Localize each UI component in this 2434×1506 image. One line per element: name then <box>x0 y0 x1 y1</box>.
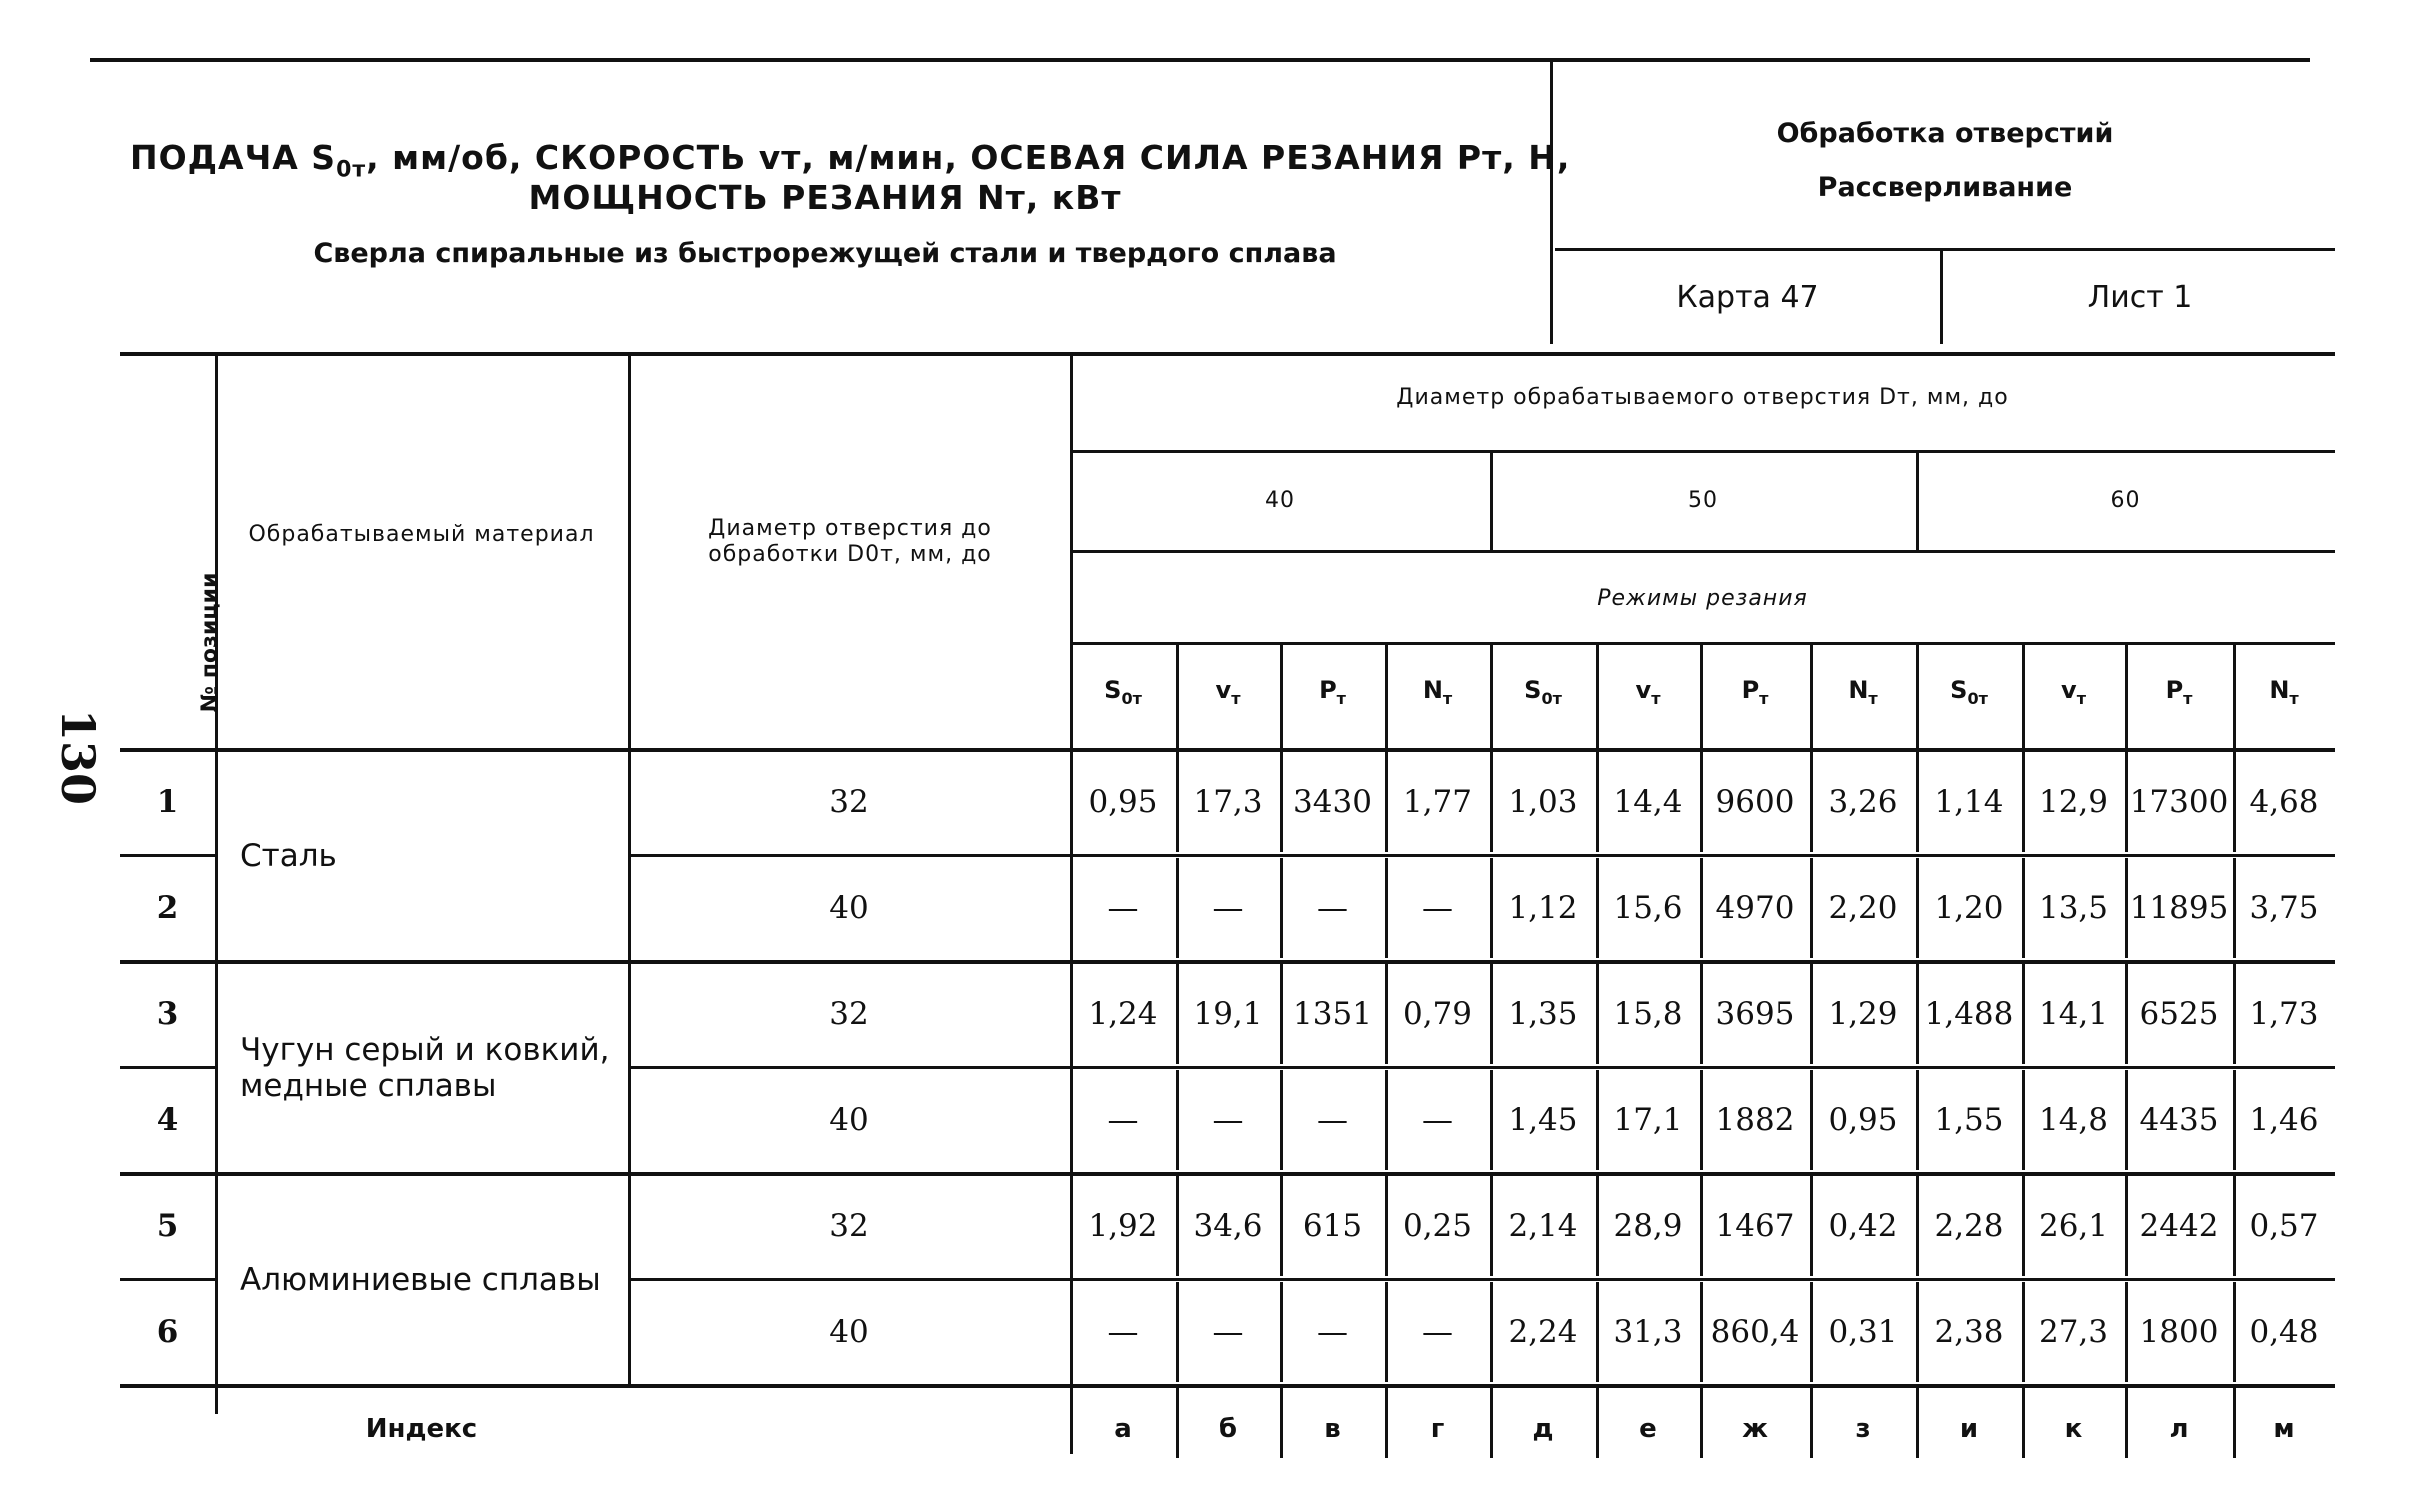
param-subscript: 0т <box>1121 688 1142 708</box>
cell-value: 1800 <box>2139 1314 2219 1350</box>
cutting-modes-label: Режимы резания <box>1597 586 1808 611</box>
row-initial-diameter: 40 <box>829 890 869 926</box>
cell-value: 3695 <box>1715 996 1795 1032</box>
index-letter: л <box>2169 1414 2189 1444</box>
index-divider <box>1280 1388 1283 1458</box>
param-col-divider <box>1700 644 1703 748</box>
cell-value: 2,20 <box>1828 890 1898 926</box>
param-symbol: S <box>1104 676 1122 704</box>
cell-divider <box>1280 1282 1283 1382</box>
pos-column-label: № позиции <box>197 572 223 713</box>
index-letter: г <box>1430 1414 1445 1444</box>
cell-divider <box>1280 1176 1283 1276</box>
title-prefix: ПОДАЧА S <box>130 138 337 177</box>
index-label: Индекс <box>365 1414 478 1444</box>
cell-divider <box>1385 1282 1388 1382</box>
cell-value: 1,12 <box>1508 890 1578 926</box>
param-subscript: т <box>1868 688 1878 708</box>
cell-divider <box>2125 964 2128 1064</box>
cell-value: 0,95 <box>1828 1102 1898 1138</box>
cell-divider <box>1176 858 1179 958</box>
cell-divider <box>1916 1070 1919 1170</box>
param-symbol: N <box>1422 676 1443 704</box>
param-subscript: т <box>1759 688 1769 708</box>
index-divider <box>1596 1388 1599 1458</box>
cell-divider <box>1490 858 1493 958</box>
index-letter: з <box>1855 1414 1871 1444</box>
cell-value: 3430 <box>1293 784 1372 820</box>
cell-value: — <box>1212 890 1244 926</box>
row-position: 4 <box>156 1102 179 1138</box>
index-divider <box>1810 1388 1813 1458</box>
cell-value: 31,3 <box>1613 1314 1683 1350</box>
cell-value: 28,9 <box>1613 1208 1683 1244</box>
row-initial-diameter: 40 <box>829 1314 869 1350</box>
cell-divider <box>1385 752 1388 852</box>
cell-value: 1351 <box>1293 996 1372 1032</box>
param-symbol: N <box>2269 676 2290 704</box>
param-symbol: S <box>1950 676 1968 704</box>
cell-value: — <box>1107 1314 1139 1350</box>
cell-divider <box>1810 1070 1813 1170</box>
index-letter: к <box>2064 1414 2083 1444</box>
group-row-rule <box>120 1172 2335 1176</box>
cell-divider <box>1490 1282 1493 1382</box>
param-header-n <box>2233 676 2335 708</box>
cell-divider <box>1596 1282 1599 1382</box>
cell-value: 11895 <box>2129 890 2229 926</box>
param-col-divider <box>1176 644 1179 748</box>
cell-value: — <box>1107 1102 1139 1138</box>
param-subscript: т <box>2076 688 2086 708</box>
cell-value: 1882 <box>1715 1102 1795 1138</box>
cell-value: — <box>1422 890 1453 926</box>
cell-value: 1,488 <box>1924 996 2014 1032</box>
index-letter: д <box>1532 1414 1554 1444</box>
cell-value: 14,4 <box>1613 784 1683 820</box>
card-number: Карта 47 <box>1676 280 1819 315</box>
cell-value: — <box>1422 1314 1453 1350</box>
cell-divider <box>2233 752 2236 852</box>
param-col-divider <box>1810 644 1813 748</box>
cell-value: 2,14 <box>1508 1208 1578 1244</box>
index-divider <box>1700 1388 1703 1458</box>
cell-value: — <box>1212 1102 1244 1138</box>
cell-value: — <box>1317 1314 1348 1350</box>
cell-value: 15,8 <box>1613 996 1683 1032</box>
index-divider <box>2125 1388 2128 1458</box>
cell-value: 3,26 <box>1828 784 1898 820</box>
diameter-group-60: 60 <box>2110 488 2141 513</box>
param-subscript: т <box>1231 688 1241 708</box>
cell-value: 1,14 <box>1934 784 2004 820</box>
cell-value: 0,31 <box>1828 1314 1898 1350</box>
row-initial-diameter: 32 <box>829 996 869 1032</box>
param-col-divider <box>2022 644 2025 748</box>
index-divider <box>1490 1388 1493 1458</box>
cell-value: 9600 <box>1715 784 1795 820</box>
param-subscript: т <box>1336 688 1346 708</box>
param-header-p <box>1280 676 1385 708</box>
cell-divider <box>1385 1176 1388 1276</box>
cell-value: 1,29 <box>1828 996 1898 1032</box>
cell-value: 1,03 <box>1508 784 1578 820</box>
cell-divider <box>2233 1282 2236 1382</box>
param-symbol: P <box>2165 676 2184 704</box>
param-subscript: 0т <box>1541 688 1562 708</box>
cell-divider <box>1176 1282 1179 1382</box>
row-position: 2 <box>156 890 179 926</box>
cell-value: 1,46 <box>2249 1102 2319 1138</box>
cell-value: 19,1 <box>1193 996 1263 1032</box>
cell-value: 12,9 <box>2038 784 2109 820</box>
param-subscript: т <box>2289 688 2299 708</box>
param-header-n <box>1385 676 1490 708</box>
index-letter: в <box>1324 1414 1341 1444</box>
pos-row-rule <box>120 854 215 857</box>
cell-divider <box>1700 1176 1703 1276</box>
card-divider <box>1940 250 1943 344</box>
cell-divider <box>1810 964 1813 1064</box>
cell-divider <box>2125 1176 2128 1276</box>
param-header-s <box>1070 676 1176 708</box>
cell-value: 0,95 <box>1088 784 1158 820</box>
cell-divider <box>1916 964 1919 1064</box>
cell-divider <box>2022 858 2025 958</box>
cell-value: 860,4 <box>1710 1314 1800 1350</box>
cell-divider <box>1596 964 1599 1064</box>
cell-value: 1467 <box>1715 1208 1795 1244</box>
cell-value: 0,48 <box>2249 1314 2319 1350</box>
page-subtitle: Сверла спиральные из быстрорежущей стали и твердого сплава <box>313 238 1337 269</box>
cell-divider <box>2125 1282 2128 1382</box>
cell-divider <box>1280 858 1283 958</box>
header-bottom-rule <box>120 748 2335 752</box>
cell-value: 14,8 <box>2038 1102 2109 1138</box>
cell-value: 4,68 <box>2249 784 2319 820</box>
row-position: 5 <box>156 1208 179 1244</box>
section-label: Обработка отверстий <box>1776 118 2114 149</box>
cell-divider <box>2233 1070 2236 1170</box>
cell-value: 1,73 <box>2249 996 2319 1032</box>
cell-divider <box>1385 964 1388 1064</box>
cell-value: 6525 <box>2139 996 2219 1032</box>
diameter-before-header: Диаметр отверстия до обработки D0т, мм, до <box>708 516 992 567</box>
param-subscript: т <box>1442 688 1453 708</box>
cell-divider <box>2125 858 2128 958</box>
param-header-s <box>1490 676 1596 708</box>
param-header-s <box>1916 676 2022 708</box>
cell-value: 4435 <box>2139 1102 2219 1138</box>
cell-divider <box>1385 1070 1388 1170</box>
param-symbol: v <box>1635 676 1652 704</box>
index-letter: и <box>1959 1414 1979 1444</box>
page-number: 130 <box>51 708 106 806</box>
cell-value: 34,6 <box>1193 1208 1263 1244</box>
cell-divider <box>1810 752 1813 852</box>
cell-divider <box>2022 1282 2025 1382</box>
pos-row-rule <box>120 1278 215 1281</box>
row-initial-diameter: 40 <box>829 1102 869 1138</box>
cell-divider <box>1490 752 1493 852</box>
cell-value: 3,75 <box>2249 890 2319 926</box>
pos-col-divider <box>215 352 218 1414</box>
group-divider <box>1916 452 1919 550</box>
row-position: 6 <box>156 1314 179 1350</box>
param-subscript: 0т <box>1967 688 1988 708</box>
index-letter: м <box>2273 1414 2295 1444</box>
cell-divider <box>2022 1176 2025 1276</box>
cell-divider <box>1176 752 1179 852</box>
index-divider <box>1385 1388 1388 1458</box>
group-row-rule <box>120 1384 2335 1388</box>
cell-divider <box>1596 1176 1599 1276</box>
cell-value: 0,57 <box>2249 1208 2319 1244</box>
cell-value: 615 <box>1302 1208 1363 1244</box>
index-divider <box>2022 1388 2025 1458</box>
param-col-divider <box>1596 644 1599 748</box>
cell-divider <box>1700 752 1703 852</box>
index-divider <box>1916 1388 1919 1458</box>
page-title-line2: МОЩНОСТЬ РЕЗАНИЯ Nт, кВт <box>528 178 1122 217</box>
row-rule <box>628 1278 2335 1281</box>
cell-value: — <box>1422 1102 1453 1138</box>
cell-divider <box>1700 1282 1703 1382</box>
cell-value: 1,24 <box>1088 996 1158 1032</box>
cell-value: 4970 <box>1715 890 1795 926</box>
cell-divider <box>1810 858 1813 958</box>
group-divider <box>1490 452 1493 550</box>
header-rule <box>1555 248 2335 251</box>
cell-divider <box>2022 752 2025 852</box>
cell-value: 26,1 <box>2038 1208 2109 1244</box>
cell-value: 2,38 <box>1934 1314 2004 1350</box>
param-col-divider <box>1916 644 1919 748</box>
cell-value: 17,1 <box>1613 1102 1683 1138</box>
cell-divider <box>1280 752 1283 852</box>
cell-value: — <box>1212 1314 1244 1350</box>
diameter-after-header: Диаметр обрабатываемого отверстия Dт, мм, до <box>1396 385 2009 410</box>
material-name: Чугун серый и ковкий, медные сплавы <box>240 1032 610 1104</box>
cell-value: 17300 <box>2129 784 2229 820</box>
cell-value: — <box>1317 1102 1348 1138</box>
cell-value: 17,3 <box>1193 784 1263 820</box>
cell-divider <box>1490 964 1493 1064</box>
index-letter: е <box>1639 1414 1657 1444</box>
material-name: Сталь <box>240 838 337 874</box>
row-initial-diameter: 32 <box>829 784 869 820</box>
cell-divider <box>2233 858 2236 958</box>
cell-value: 1,20 <box>1934 890 2004 926</box>
param-header-n <box>1810 676 1916 708</box>
row-initial-diameter: 32 <box>829 1208 869 1244</box>
param-symbol: v <box>1215 676 1232 704</box>
cell-divider <box>1385 858 1388 958</box>
cell-divider <box>1176 964 1179 1064</box>
row-position: 1 <box>156 784 179 820</box>
operation-label: Рассверливание <box>1817 172 2073 203</box>
diameter-groups-rule <box>1070 450 2335 453</box>
cell-value: 2,24 <box>1508 1314 1578 1350</box>
cell-value: 0,25 <box>1402 1208 1473 1244</box>
cell-divider <box>1280 964 1283 1064</box>
row-rule <box>628 854 2335 857</box>
cell-divider <box>1596 1070 1599 1170</box>
index-letter: а <box>1114 1414 1132 1444</box>
param-col-divider <box>1490 644 1493 748</box>
modes-rule <box>1070 550 2335 553</box>
param-symbol: P <box>1319 676 1337 704</box>
cell-value: 1,35 <box>1508 996 1578 1032</box>
cell-value: 0,79 <box>1402 996 1473 1032</box>
param-symbol: S <box>1524 676 1542 704</box>
cell-divider <box>1596 752 1599 852</box>
cell-value: — <box>1107 890 1139 926</box>
cell-divider <box>2125 1070 2128 1170</box>
param-header-p <box>2125 676 2233 708</box>
row-position: 3 <box>156 996 179 1032</box>
index-letter: ж <box>1742 1414 1768 1444</box>
param-symbol: P <box>1741 676 1760 704</box>
cell-value: 27,3 <box>2038 1314 2109 1350</box>
param-symbol: v <box>2061 676 2077 704</box>
cell-divider <box>1596 858 1599 958</box>
sheet-number: Лист 1 <box>2087 280 2193 315</box>
param-header-v <box>1596 676 1700 708</box>
group-row-rule <box>120 960 2335 964</box>
cell-divider <box>1176 1176 1179 1276</box>
cell-divider <box>1916 858 1919 958</box>
cell-value: 1,55 <box>1934 1102 2004 1138</box>
cell-divider <box>1916 1176 1919 1276</box>
cell-divider <box>1490 1176 1493 1276</box>
param-header-p <box>1700 676 1810 708</box>
index-divider <box>1176 1388 1179 1458</box>
cell-divider <box>2022 1070 2025 1170</box>
cell-value: 2,28 <box>1934 1208 2004 1244</box>
table-top-rule <box>120 352 2335 356</box>
cell-divider <box>1810 1282 1813 1382</box>
cell-divider <box>2125 752 2128 852</box>
param-col-divider <box>2233 644 2236 748</box>
title-prefix-subscript: 0т <box>336 157 367 183</box>
cell-divider <box>1700 1070 1703 1170</box>
cell-divider <box>1176 1070 1179 1170</box>
index-letter: б <box>1218 1414 1238 1444</box>
param-symbol: N <box>1848 676 1869 704</box>
index-divider <box>2233 1388 2236 1458</box>
material-header: Обрабатываемый материал <box>248 522 595 547</box>
cell-divider <box>1700 858 1703 958</box>
cell-divider <box>1490 1070 1493 1170</box>
param-subscript: т <box>1651 688 1661 708</box>
cell-value: 2442 <box>2139 1208 2219 1244</box>
cell-value: 15,6 <box>1613 890 1683 926</box>
param-col-divider <box>1385 644 1388 748</box>
cell-divider <box>2233 1176 2236 1276</box>
cell-divider <box>1916 1282 1919 1382</box>
param-header-v <box>2022 676 2125 708</box>
pos-row-rule <box>120 1066 215 1069</box>
cell-value: 13,5 <box>2038 890 2109 926</box>
cell-divider <box>2022 964 2025 1064</box>
param-col-divider <box>1280 644 1283 748</box>
cell-value: 0,42 <box>1828 1208 1898 1244</box>
row-rule <box>628 1066 2335 1069</box>
cell-divider <box>2233 964 2236 1064</box>
cell-value: — <box>1317 890 1348 926</box>
cell-divider <box>1700 964 1703 1064</box>
cell-value: 1,92 <box>1088 1208 1158 1244</box>
material-name: Алюминиевые сплавы <box>240 1262 601 1298</box>
cell-value: 1,77 <box>1402 784 1473 820</box>
title-rest: , мм/об, СКОРОСТЬ vт, м/мин, ОСЕВАЯ СИЛА РЕЗАНИЯ Pт, Н, <box>366 138 1571 177</box>
cell-value: 14,1 <box>2038 996 2109 1032</box>
cell-divider <box>1916 752 1919 852</box>
header-divider <box>1550 62 1553 344</box>
diameter-group-50: 50 <box>1688 488 1718 513</box>
diameter-group-40: 40 <box>1265 488 1295 513</box>
param-col-divider <box>2125 644 2128 748</box>
param-header-v <box>1176 676 1280 708</box>
cell-divider <box>1810 1176 1813 1276</box>
param-subscript: т <box>2183 688 2193 708</box>
cell-value: 1,45 <box>1508 1102 1578 1138</box>
cell-divider <box>1280 1070 1283 1170</box>
top-rule <box>90 58 2310 62</box>
